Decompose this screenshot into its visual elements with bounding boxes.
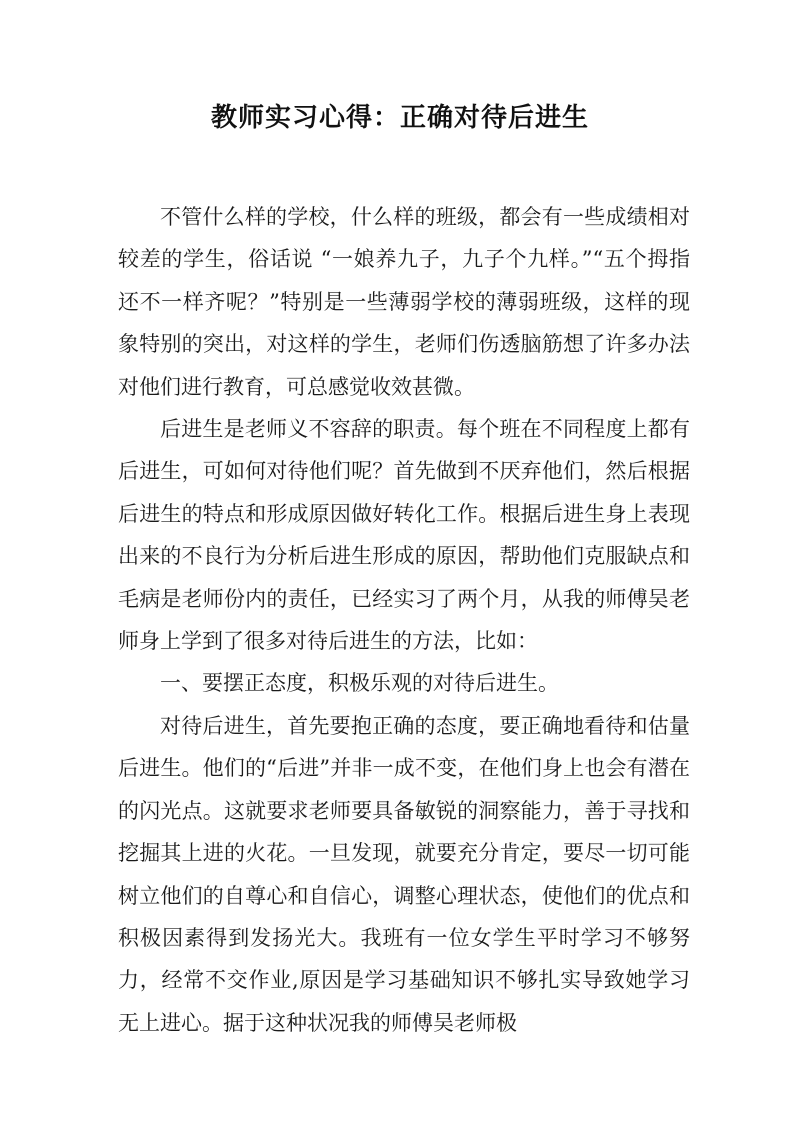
- paragraph-3-heading: 一、要摆正态度，积极乐观的对待后进生。: [160, 671, 559, 696]
- paragraph-1: 不管什么样的学校，什么样的班级，都会有一些成绩相对较差的学生，俗话说 “一娘养九子，九子个九样。”“五个拇指还不一样齐呢？”特别是一些薄弱学校的薄弱班级，这样的现象特别的突出，对这样的学生，老师们伤透脑筋想了许多办法对他们进行教育，可总感觉收效甚微。: [118, 205, 690, 399]
- document-body: [118, 196, 690, 1044]
- paragraph-2: 后进生是老师义不容辞的职责。每个班在不同程度上都有后进生，可如何对待他们呢？首先做到不厌弃他们，然后根据后进生的特点和形成原因做好转化工作。根据后进生身上表现出来的不良行为分析后进生形成的原因，帮助他们克服缺点和毛病是老师份内的责任，已经实习了两个月，从我的师傅吴老师身上学到了很多对待后进生的方法，比如：: [118, 417, 690, 654]
- document-title: 教师实习心得：正确对待后进生: [210, 103, 589, 133]
- paragraph-4: 对待后进生，首先要抱正确的态度，要正确地看待和估量后进生。他们的“后进”并非一成不变，在他们身上也会有潜在的闪光点。这就要求老师要具备敏锐的洞察能力，善于寻找和挖掘其上进的火花。一旦发现，就要充分肯定，要尽一切可能树立他们的自尊心和自信心，调整心理状态，使他们的优点和积极因素得到发扬光大。我班有一位女学生平时学习不够努力，经常不交作业,原因是学习基础知识不够扎实导致她学习无上进心。据于这种状况我的师傅吴老师极: [118, 713, 690, 1035]
